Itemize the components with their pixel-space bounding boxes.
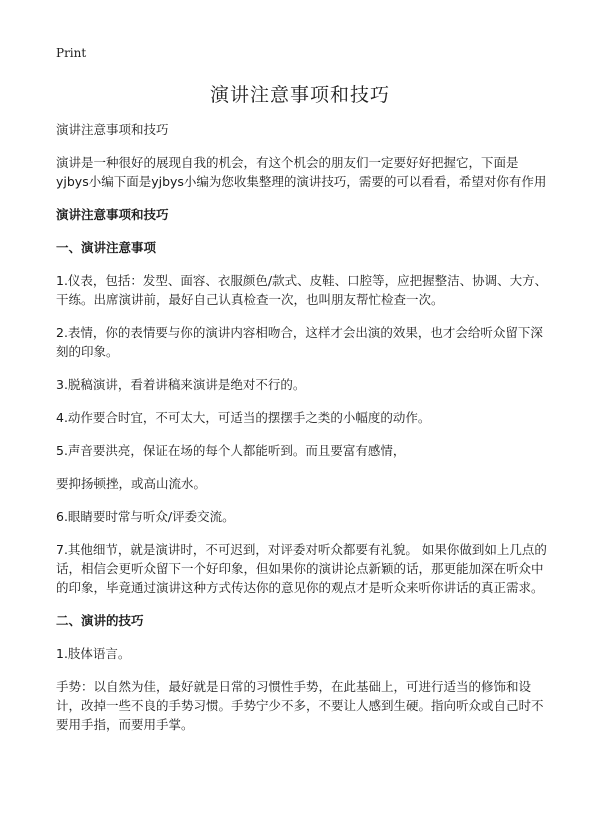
main-heading: 演讲注意事项和技巧 [56,207,169,222]
article-subtitle: 演讲注意事项和技巧 [56,122,169,137]
section2-heading: 二、演讲的技巧 [56,613,144,628]
print-link[interactable]: Print [56,46,87,60]
page-title: 演讲注意事项和技巧 [209,84,390,106]
section1-item-6: 6.眼睛要时常与听众/评委交流。 [56,509,235,524]
article-body [56,120,548,748]
section1-item-5: 5.声音要洪亮，保证在场的每个人都能听到。而且要富有感情， [56,443,406,458]
section1-item-3: 3.脱稿演讲，看着讲稿来演讲是绝对不行的。 [56,377,306,392]
section1-item-2: 2.表情，你的表情要与你的演讲内容相吻合，这样才会出演的效果，也才会给听众留下深刻的印象。 [56,325,543,359]
section1-item-1: 1.仪表，包括：发型、面容、衣服颜色/款式、皮鞋、口腔等，应把握整洁、协调、大方、干练。出席演讲前，最好自己认真检查一次，也叫朋友帮忙检查一次。 [56,273,548,307]
section1-item-5-cont: 要抑扬顿挫，或高山流水。 [56,476,207,491]
section2-item-2: 手势：以自然为佳，最好就是日常的习惯性手势，在此基础上，可进行适当的修饰和设计，改掉一些不良的手势习惯。手势宁少不多，不要让人感到生硬。指向听众或自己时不要用手指，而要用手掌。 [56,679,544,732]
section2-item-1: 1.肢体语言。 [56,646,131,661]
intro-paragraph: 演讲是一种很好的展现自我的机会，有这个机会的朋友们一定要好好把握它，下面是yjbys小编下面是yjbys小编为您收集整理的演讲技巧，需要的可以看看，希望对你有作用 [56,155,547,189]
section1-item-7: 7.其他细节，就是演讲时，不可迟到，对评委对听众都要有礼貌。 如果你做到如上几点的话，相信会更听众留下一个好印象，但如果你的演讲论点新颖的话，那更能加深在听众中的印象，毕竟通过演讲这种方式传达你的意见你的观点才是听众来听你讲话的真正需求。 [56,542,547,595]
section1-heading: 一、演讲注意事项 [56,240,157,255]
section1-item-4: 4.动作要合时宜，不可太大，可适当的摆摆手之类的小幅度的动作。 [56,410,431,425]
